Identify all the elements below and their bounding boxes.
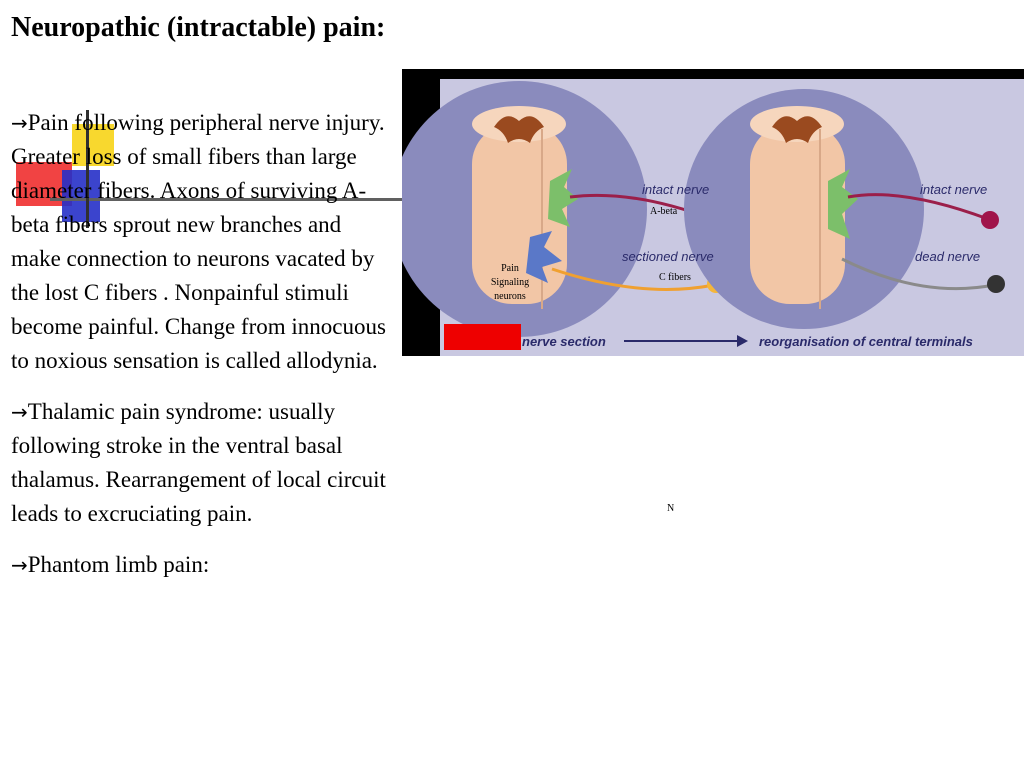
nerve-reorganisation-figure bbox=[402, 69, 1024, 356]
bullet-thalamic-pain: →Thalamic pain syndrome: usually following stroke in the ventral basal thalamus. Rearrangement of local circuit leads to excruciating pain. bbox=[11, 399, 386, 526]
label-intact-nerve-right: intact nerve bbox=[920, 182, 988, 197]
label-intact-nerve-left: intact nerve bbox=[642, 182, 710, 197]
slide-title: Neuropathic (intractable) pain: bbox=[11, 12, 386, 43]
right-a-beta-receptor bbox=[981, 211, 999, 229]
stray-mark: N bbox=[667, 503, 675, 514]
red-highlight-box bbox=[444, 324, 521, 350]
arrow-right-icon: → bbox=[11, 400, 28, 424]
bullet-phantom-limb: →Phantom limb pain: bbox=[11, 552, 210, 577]
arrow-right-icon: → bbox=[11, 111, 28, 135]
bullet-list bbox=[11, 106, 386, 599]
arrow-right-icon: → bbox=[11, 553, 28, 577]
label-sectioned-nerve: sectioned nerve bbox=[622, 249, 714, 264]
label-nerve-section: nerve section bbox=[522, 334, 606, 349]
label-dead-nerve: dead nerve bbox=[915, 249, 981, 264]
label-reorganisation: reorganisation of central terminals bbox=[759, 334, 973, 349]
label-a-beta: A-beta bbox=[650, 206, 678, 217]
label-pain-signaling-1: Pain bbox=[501, 263, 519, 274]
label-pain-signaling-3: neurons bbox=[494, 291, 526, 302]
bullet-peripheral-injury: →Pain following peripheral nerve injury. Greater loss of small fibers than large diameter fibers. Axons of surviving A-beta fibers sprout new branches and make connection to neurons vacated by the lost C fibers . Nonpainful stimuli become painful. Change from innocuous to noxious sensation is called allodynia. bbox=[11, 110, 386, 373]
label-c-fibers: C fibers bbox=[659, 272, 691, 283]
label-pain-signaling-2: Signaling bbox=[490, 277, 530, 288]
right-dead-receptor bbox=[987, 275, 1005, 293]
